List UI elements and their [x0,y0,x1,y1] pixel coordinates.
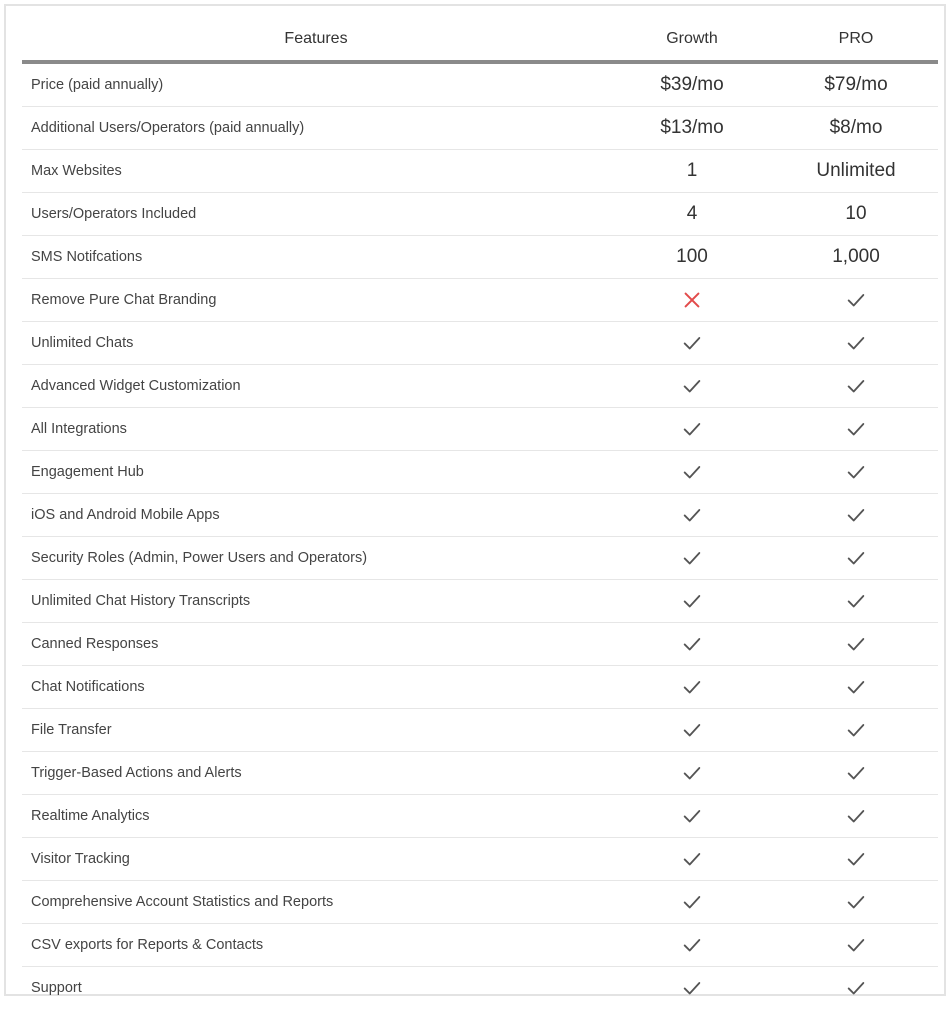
growth-value: 4 [686,203,698,224]
check-icon [845,805,867,827]
feature-label: Price (paid annually) [31,77,164,93]
feature-label: Visitor Tracking [31,851,130,867]
pro-value [774,752,938,794]
table-row [22,193,938,236]
table-row [22,666,938,709]
feature-label: Unlimited Chat History Transcripts [31,593,251,609]
pro-value: $8/mo [829,117,883,138]
check-icon [845,633,867,655]
table-row [22,322,938,365]
table-row [22,107,938,150]
feature-label: Security Roles (Admin, Power Users and Operators) [31,550,368,566]
feature-label: Additional Users/Operators (paid annually) [31,120,305,136]
feature-label: Engagement Hub [31,464,144,480]
growth-value [610,408,774,450]
check-icon [845,977,867,999]
table-row [22,580,938,623]
growth-value [610,967,774,1009]
pro-value [774,795,938,837]
feature-label: Remove Pure Chat Branding [31,292,217,308]
table-row [22,795,938,838]
table-header [22,20,938,64]
check-icon [681,977,703,999]
pricing-comparison-table [22,20,938,1009]
feature-label: CSV exports for Reports & Contacts [31,937,264,953]
check-icon [845,547,867,569]
pro-value [774,580,938,622]
check-icon [845,676,867,698]
growth-value [610,666,774,708]
check-icon [845,762,867,784]
growth-value [610,623,774,665]
pro-value [774,322,938,364]
pro-value [774,838,938,880]
check-icon [845,590,867,612]
growth-value [610,451,774,493]
table-row [22,752,938,795]
feature-label: Advanced Widget Customization [31,378,241,394]
table-row [22,967,938,1009]
pro-value [774,623,938,665]
check-icon [681,418,703,440]
growth-value [610,924,774,966]
header-features: Features [284,30,348,47]
growth-value [610,752,774,794]
check-icon [845,289,867,311]
check-icon [681,676,703,698]
growth-value [610,322,774,364]
growth-value [610,881,774,923]
growth-value: 100 [676,246,708,267]
table-row [22,709,938,752]
table-row [22,494,938,537]
table-body [22,64,938,1009]
feature-label: Users/Operators Included [31,206,197,222]
check-icon [681,805,703,827]
check-icon [681,719,703,741]
feature-label: File Transfer [31,722,112,738]
growth-value [610,494,774,536]
header-pro: PRO [838,30,874,47]
table-row [22,451,938,494]
feature-label: Max Websites [31,163,122,179]
pro-value [774,408,938,450]
feature-label: Canned Responses [31,636,159,652]
table-row [22,150,938,193]
feature-label: Support [31,980,82,996]
table-row [22,64,938,107]
check-icon [845,934,867,956]
check-icon [845,332,867,354]
pro-value [774,365,938,407]
growth-value [610,279,774,321]
feature-label: SMS Notifcations [31,249,143,265]
pro-value: 10 [845,203,867,224]
feature-label: Trigger-Based Actions and Alerts [31,765,242,781]
pro-value [774,494,938,536]
table-row [22,838,938,881]
check-icon [845,719,867,741]
check-icon [681,934,703,956]
check-icon [681,590,703,612]
table-row [22,236,938,279]
check-icon [845,375,867,397]
growth-value: 1 [686,160,698,181]
check-icon [681,891,703,913]
check-icon [681,375,703,397]
table-row [22,408,938,451]
growth-value [610,795,774,837]
check-icon [681,332,703,354]
pro-value [774,967,938,1009]
pricing-table-frame [4,4,946,996]
pro-value [774,666,938,708]
pro-value [774,881,938,923]
check-icon [681,762,703,784]
check-icon [845,504,867,526]
feature-label: Comprehensive Account Statistics and Reports [31,894,334,910]
header-growth: Growth [666,30,718,47]
feature-label: All Integrations [31,421,127,437]
check-icon [845,461,867,483]
pro-value: 1,000 [832,246,880,267]
growth-value [610,537,774,579]
table-row [22,881,938,924]
growth-value [610,709,774,751]
check-icon [681,547,703,569]
check-icon [845,418,867,440]
feature-label: iOS and Android Mobile Apps [31,507,220,523]
table-row [22,924,938,967]
pro-value [774,451,938,493]
table-row [22,365,938,408]
cross-icon [681,289,703,311]
pro-value [774,537,938,579]
check-icon [845,848,867,870]
table-row [22,279,938,322]
pro-value [774,924,938,966]
feature-label: Chat Notifications [31,679,145,695]
growth-value [610,838,774,880]
pro-value [774,279,938,321]
growth-value: $13/mo [660,117,724,138]
check-icon [681,848,703,870]
pro-value: $79/mo [824,74,888,95]
pro-value [774,709,938,751]
feature-label: Realtime Analytics [31,808,150,824]
check-icon [845,891,867,913]
pro-value: Unlimited [816,160,896,181]
table-row [22,537,938,580]
check-icon [681,504,703,526]
growth-value [610,365,774,407]
growth-value: $39/mo [660,74,724,95]
growth-value [610,580,774,622]
check-icon [681,633,703,655]
feature-label: Unlimited Chats [31,335,134,351]
check-icon [681,461,703,483]
table-row [22,623,938,666]
